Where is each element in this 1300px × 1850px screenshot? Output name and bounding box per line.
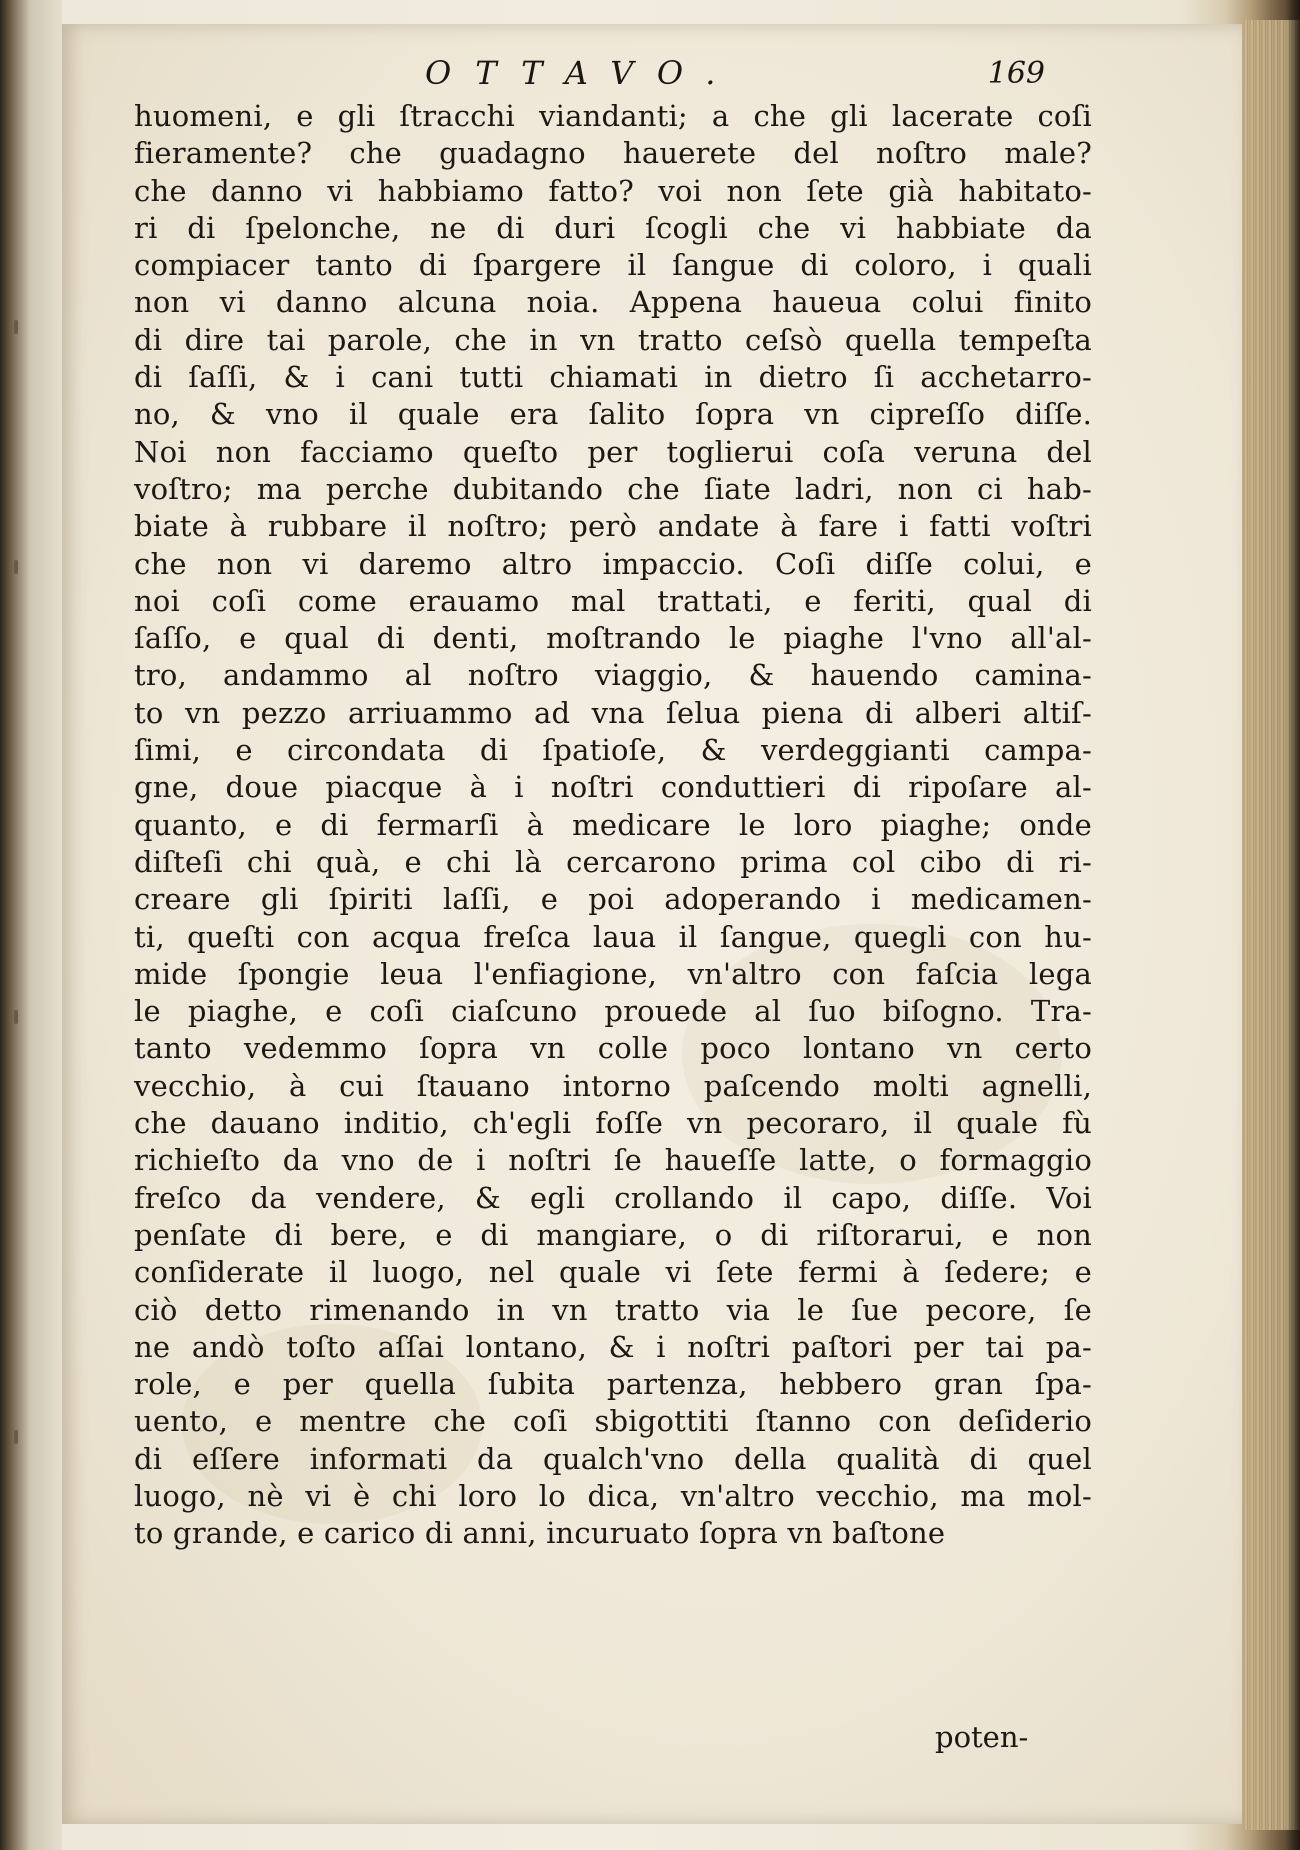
margin-mark xyxy=(14,1430,18,1444)
body-text xyxy=(134,98,1092,1553)
text-line: to vn pezzo arriuammo ad vna ſelua piena di alberi altiſ- xyxy=(134,695,1092,730)
margin-mark xyxy=(14,560,18,574)
text-line: uento, e mentre che coſi sbigottiti ſtanno con deſiderio xyxy=(134,1404,1092,1439)
text-line: ne andò toſto aſſai lontano, & i noſtri paſtori per tai pa- xyxy=(134,1329,1092,1364)
text-line: gne, doue piacque à i noſtri conduttieri di ripoſare al- xyxy=(134,770,1092,805)
running-head: OTTAVO. xyxy=(425,54,740,92)
text-line: diſteſi chi quà, e chi là cercarono prima col cibo di ri- xyxy=(134,844,1092,879)
text-line: no, & vno il quale era ſalito ſopra vn cipreſſo diſſe. xyxy=(134,397,1092,432)
binding-shadow xyxy=(1286,0,1300,1850)
text-line: huomeni, e gli ſtracchi viandanti; a che gli lacerate coſi xyxy=(134,99,1092,133)
text-line: biate à rubbare il noſtro; però andate à fare i fatti voſtri xyxy=(134,509,1092,544)
text-line: ciò detto rimenando in vn tratto via le ſue pecore, ſe xyxy=(134,1292,1092,1327)
text-line: di eſſere informati da qualch'vno della qualità di quel xyxy=(134,1441,1092,1476)
text-line: noi coſi come erauamo mal trattati, e feriti, qual di xyxy=(134,583,1092,618)
text-line: ſaſſo, e qual di denti, moſtrando le piaghe l'vno all'al- xyxy=(134,621,1092,656)
text-line: di ſaſſi, & i cani tutti chiamati in dietro ſi acchetarro- xyxy=(134,360,1092,395)
text-line: creare gli ſpiriti laſſi, e poi adoperando i medicamen- xyxy=(134,882,1092,917)
page-number: 169 xyxy=(987,56,1045,91)
text-line: to grande, e carico di anni, incuruato ſopra vn baſtone xyxy=(134,1516,946,1551)
text-line: voſtro; ma perche dubitando che ſiate ladri, non ci hab- xyxy=(134,471,1092,506)
text-line: che dauano inditio, ch'egli foſſe vn pecoraro, il quale fù xyxy=(134,1106,1092,1141)
text-line: tro, andammo al noſtro viaggio, & hauendo camina- xyxy=(134,658,1092,693)
text-line: non vi danno alcuna noia. Appena haueua colui finito xyxy=(134,285,1092,320)
facing-page-edge xyxy=(0,0,62,1850)
margin-mark xyxy=(14,1010,18,1024)
text-line: vecchio, à cui ſtauano intorno paſcendo molti agnelli, xyxy=(134,1068,1092,1103)
text-line: che danno vi habbiamo fatto? voi non ſete già habitato- xyxy=(134,173,1092,208)
text-line: luogo, nè vi è chi loro lo dica, vn'altro vecchio, ma mol- xyxy=(134,1478,1092,1513)
text-line: tanto vedemmo ſopra vn colle poco lontano vn certo xyxy=(134,1031,1092,1066)
text-line: richieſto da vno de i noſtri ſe haueſſe latte, o formaggio xyxy=(134,1143,1092,1178)
catchword: poten- xyxy=(935,1720,1029,1754)
text-line: fieramente? che guadagno hauerete del noſtro male? xyxy=(134,136,1092,171)
page-header xyxy=(365,54,1065,98)
text-line: penſate di bere, e di mangiare, o di riſtorarui, e non xyxy=(134,1217,1092,1252)
text-line: ſimi, e circondata di ſpatioſe, & verdeggianti campa- xyxy=(134,733,1092,768)
text-line: Noi non facciamo queſto per toglierui coſa veruna del xyxy=(134,434,1092,469)
text-line: compiacer tanto di ſpargere il ſangue di coloro, i quali xyxy=(134,248,1092,283)
text-line: le piaghe, e coſi ciaſcuno prouede al ſuo biſogno. Tra- xyxy=(134,994,1092,1029)
text-line: di dire tai parole, che in vn tratto ceſsò quella tempeſta xyxy=(134,322,1092,357)
text-line: mide ſpongie leua l'enfiagione, vn'altro con faſcia lega xyxy=(134,956,1092,991)
text-line: quanto, e di fermarſi à medicare le loro piaghe; onde xyxy=(134,807,1092,842)
text-line: role, e per quella ſubita partenza, hebbero gran ſpa- xyxy=(134,1367,1092,1402)
text-line: ti, queſti con acqua freſca laua il ſangue, quegli con hu- xyxy=(134,919,1092,954)
margin-mark xyxy=(14,320,18,334)
text-line: ri di ſpelonche, ne di duri ſcogli che vi habbiate da xyxy=(134,210,1092,245)
text-line: conſiderate il luogo, nel quale vi ſete fermi à ſedere; e xyxy=(134,1255,1092,1290)
text-line: che non vi daremo altro impaccio. Coſi diſſe colui, e xyxy=(134,546,1092,581)
text-line: freſco da vendere, & egli crollando il capo, diſſe. Voi xyxy=(134,1180,1092,1215)
